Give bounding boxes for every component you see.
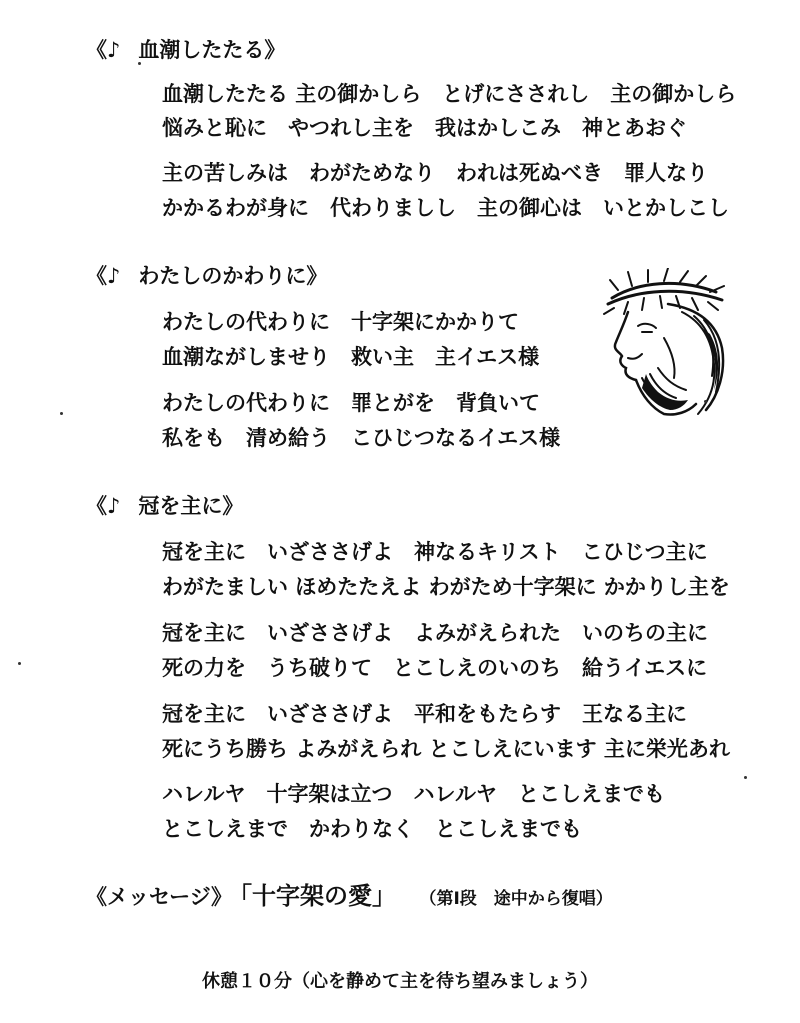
lyric-line: 血潮ながしませり 救い主 主イエス様 [162,345,540,369]
lyric-line: 悩みと恥に やつれし主を 我はかしこみ 神とあおぐ [162,116,687,140]
lyric-line: 血潮したたる 主の御かしら とげにさされし 主の御かしら [162,82,737,106]
lyric-line: わたしの代わりに 十字架にかかりて [162,310,519,334]
lyric-line: とこしえまで かわりなく とこしえまでも [162,817,582,841]
music-note-icon: 《♪ [86,264,121,288]
song-heading-3 [86,490,243,520]
lyric-line: 死にうち勝ち よみがえられ とこしえにいます 主に栄光あれ [162,737,730,761]
jesus-crown-of-thorns-icon [598,268,730,418]
lyric-line: わたしの代わりに 罪とがを 背負いて [162,391,540,415]
break-note: 休憩１０分（心を静めて主を待ち望みましょう） [202,971,598,992]
lyric-line: 冠を主に いざささげよ 平和をもたらす 王なる主に [162,702,687,726]
scan-speck [18,662,21,665]
song-heading-2 [86,260,327,290]
message-line [86,876,613,911]
message-label: 《メッセージ》 [86,885,232,909]
scan-speck [704,400,707,403]
scan-speck [60,412,63,415]
message-note: （第Ⅰ段 途中から復唱） [427,889,613,909]
lyric-line: 死の力を うち破りて とこしえのいのち 給うイエスに [162,656,708,680]
song-title: わたしのかわりに》 [138,264,328,288]
music-note-icon: 《♪ [86,494,121,518]
scan-speck [138,62,141,65]
song-title: 冠を主に》 [138,494,244,518]
scan-speck [744,776,747,779]
music-note-icon: 《♪ [86,38,121,62]
lyric-line: わがたましい ほめたたえよ わがため十字架に かかりし主を [162,575,730,599]
lyric-line: 冠を主に いざささげよ よみがえられた いのちの主に [162,621,708,645]
lyric-line: かかるわが身に 代わりましし 主の御心は いとかしこし [162,196,729,220]
lyric-line: ハレルヤ 十字架は立つ ハレルヤ とこしえまでも [162,782,665,806]
lyric-line: 冠を主に いざささげよ 神なるキリスト こひじつ主に [162,540,708,564]
song-title: 血潮したたる》 [138,38,286,62]
message-title: 「十字架の愛」 [239,882,396,910]
song-heading-1 [86,34,285,64]
lyric-line: 私をも 清め給う こひじつなるイエス様 [162,426,561,450]
lyric-line: 主の苦しみは わがためなり われは死ぬべき 罪人なり [162,161,708,185]
